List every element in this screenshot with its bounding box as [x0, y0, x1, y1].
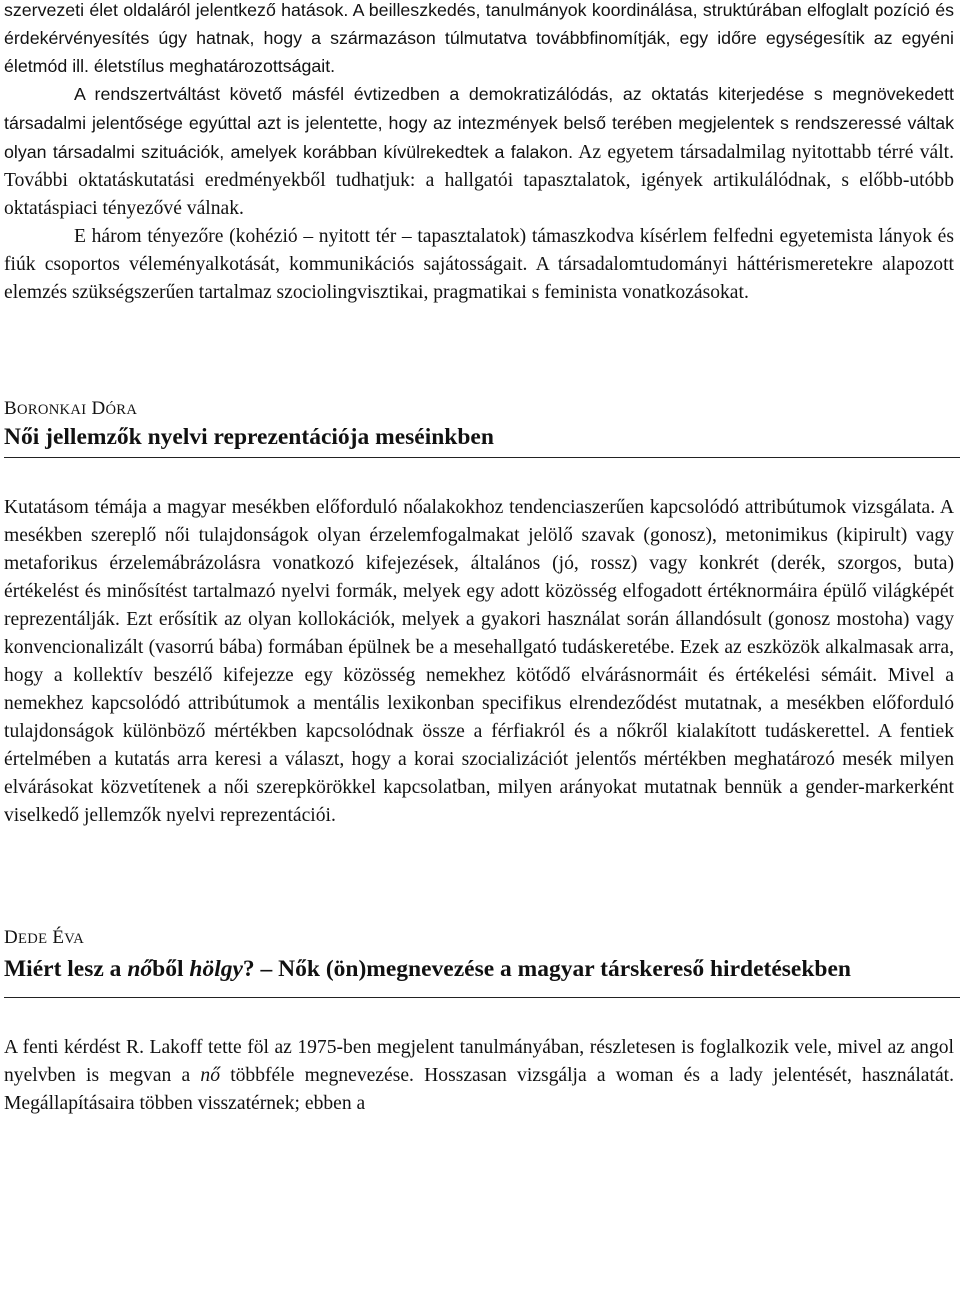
spacer [4, 458, 954, 494]
intro-paragraph-2 [4, 80, 954, 223]
intro-paragraph-2-sans: A rendszertváltást követő másfél évtizedben a demokratizálódás, az oktatás kiterjedése s megnövekedett társadalmi jelentősége egyúttal azt is jelentette, hogy az intezmények belső terében megjelentek s rendszeressé váltak olyan társadalmi szituációk, amelyek korábban kívülrekedtek a falakon. [4, 84, 954, 162]
title-part: Miért lesz a [4, 956, 128, 982]
author-name [4, 397, 954, 422]
title-part: ből [152, 956, 190, 982]
body-emphasis: nő [200, 1065, 220, 1086]
author-first-rest: EDE [18, 931, 48, 947]
intro-paragraph-2-serif: Az egyetem társadalmilag nyitottabb térré vált. További oktatáskutatási eredményekből tudhatjuk: a hallgatói tapasztalatok, igények artikulálódnak, s előbb-utóbb oktatáspiaci tényezővé válnak. [4, 142, 954, 219]
author-first-initial: D [4, 927, 19, 948]
title-part: ? – Nők (ön)megnevezése a magyar társkereső hirdetésekben [242, 956, 851, 982]
author-last-rest: VA [64, 931, 85, 947]
author-last-rest: ÓRA [105, 402, 138, 418]
title-emphasis: nő [127, 956, 153, 982]
body-part: A fenti kérdést R. Lakoff tette föl az 1975-ben megjelent tanulmányában, részletesen is foglalkozik vele, mivel az angol nyelvben is megvan a [4, 1037, 954, 1086]
intro-paragraph-3: E három tényezőre (kohézió – nyitott tér – tapasztalatok) támaszkodva kísérlem felfedni egyetemista lányok és fiúk csoportos véleményalkotását, kommunikációs sajátosságait. A társadalomtudományi háttérismeretekre alapozott elemzés szükségszerűen tartalmaz szociolingvisztikai, pragmatikai s feminista vonatkozásokat. [4, 226, 954, 303]
author-first-rest: ORONKAI [16, 402, 87, 418]
intro-paragraph: szervezeti élet oldaláról jelentkező hatások. A beilleszkedés, tanulmányok koordinálása, struktúrában elfoglalt pozíció és érdekérvényesítés úgy hatnak, hogy a származáson túlmutatva továbbfinomítják, egy időre egységesítik az egyéni életmód ill. életstílus meghatározottságait. [4, 0, 954, 76]
title-emphasis: hölgy [189, 956, 243, 982]
section-title: Női jellemzők nyelvi reprezentációja meséinkben [4, 424, 494, 450]
author-last-initial: É [52, 927, 65, 948]
author-first-initial: B [4, 398, 17, 419]
author-name [4, 926, 954, 951]
section-body: Kutatásom témája a magyar mesékben előforduló nőalakokhoz tendenciaszerűen kapcsolódó attribútumok vizsgálata. A mesékben szereplő női tulajdonságok olyan érzelemfogalmakat jelölő szavak (gonosz), metonimikus (kipirult) vagy metaforikus érzelemábrázolásra vonatkozó kifejezések, általános (jó, rossz) vagy konkrét (derék, szorgos, buta) értékelést és minősítést tartalmazó nyelvi formák, melyek egy adott közösség elfogadott értéknormáira épülő világképét reprezentálják. Ezt erősítik az olyan kollokációk, melyek a gyakori használat során állandósult (gonosz mostoha) vagy konvencionalizált (vasorrú bába) formában épülnek be a mesehallgató tudáskeretébe. Ezek az eszközök alkalmasak arra, hogy a kollektív beszélő kifejezze egy közösség nemekhez kötődő elvárásnormáit és értékelési sémáit. Mivel a nemekhez kapcsolódó attribútumok a mentális lexikonban specifikus elrendeződést mutatnak, a mesékben előforduló tulajdonságok különböző mértékben kapcsolódnak össze a férfiakról és a nőkről kialakított tudáskerettel. A fentiek értelmében a kutatás arra keresi a választ, hogy a korai szocializációt jelentős mértékben meghatározó mesék milyen elvárásokat közvetítenek a női szerepkörökkel kapcsolatban, milyen arányokat mutatnak bennük a gender-markerként viselkedő jellemzők nyelvi reprezentációi. [4, 497, 954, 826]
spacer [4, 307, 954, 397]
section-body [4, 1034, 954, 1118]
spacer [4, 998, 954, 1034]
section-title [4, 951, 954, 987]
spacer [4, 830, 954, 926]
author-last-initial: D [91, 398, 106, 419]
body-part: többféle megnevezése. Hosszasan vizsgálja a woman és a lady jelentését, használatát. Megállapításaira többen visszatérnek; ebben a [4, 1065, 954, 1114]
